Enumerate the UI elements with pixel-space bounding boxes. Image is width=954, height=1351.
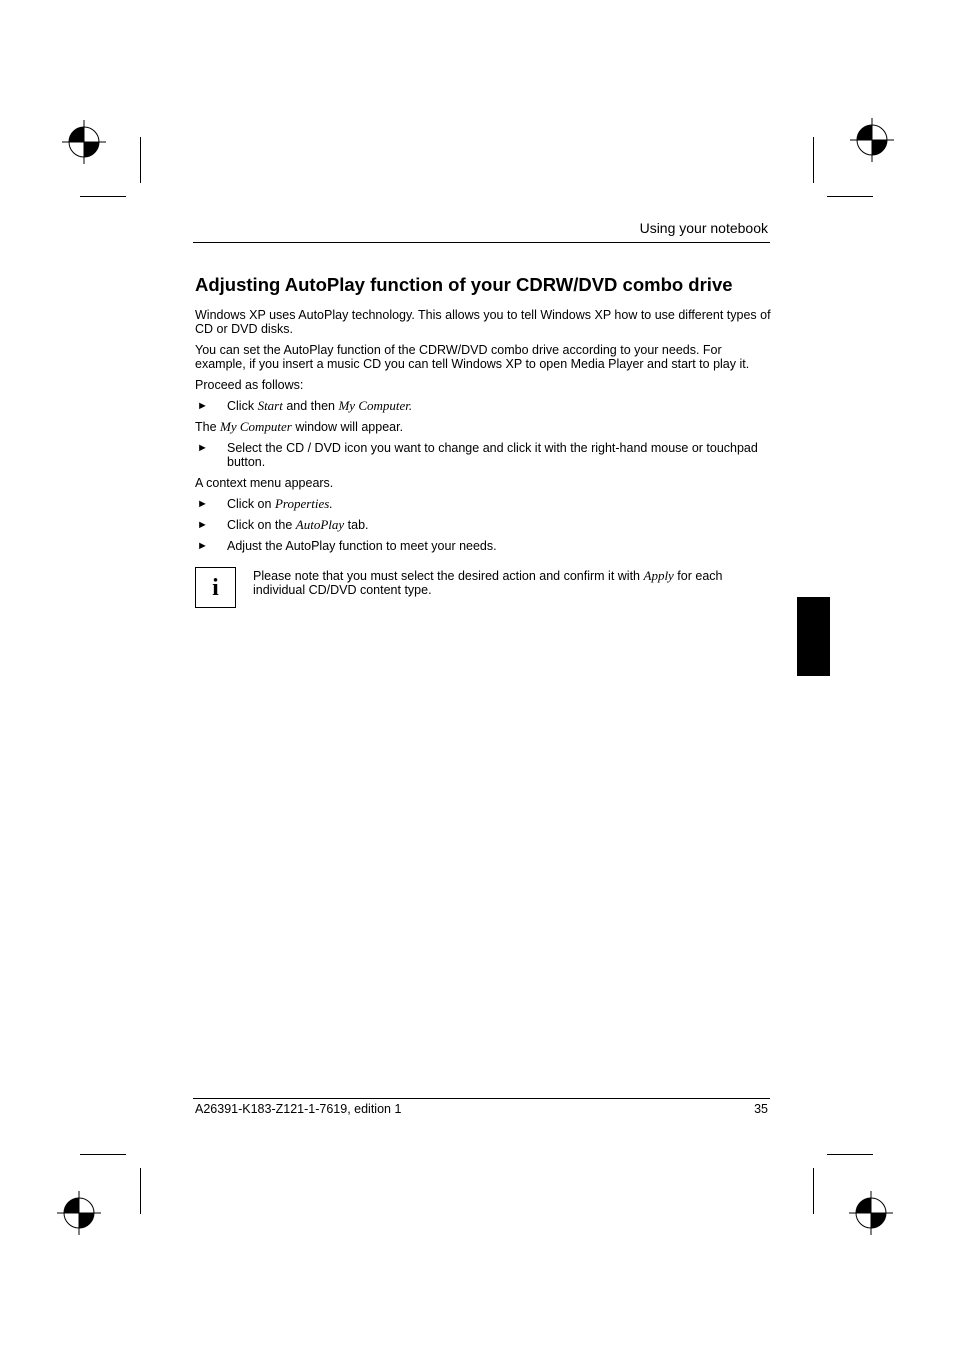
- note-text-part: for each individual CD/DVD content type.: [253, 569, 723, 597]
- note-text-part: Please note that you must select the desired action and confirm it with: [253, 569, 644, 583]
- registration-mark-bottom-right: [847, 1189, 895, 1237]
- crop-line: [140, 137, 141, 183]
- step-text: Adjust the AutoPlay function to meet your needs.: [227, 539, 497, 553]
- step-item: [195, 399, 771, 413]
- crop-line: [827, 196, 873, 197]
- registration-mark-bottom-left: [55, 1189, 103, 1237]
- info-icon: i: [195, 567, 236, 608]
- paragraph: You can set the AutoPlay function of the CDRW/DVD combo drive according to your needs. For example, if you insert a music CD you can tell Windows XP to open Media Player and start to play it.: [195, 343, 750, 371]
- bullet-arrow-icon: ►: [197, 400, 208, 412]
- step-text: .: [408, 398, 413, 413]
- crop-line: [827, 1154, 873, 1155]
- bullet-arrow-icon: ►: [197, 442, 208, 454]
- step-item: [195, 518, 771, 532]
- result-text: A context menu appears.: [195, 476, 334, 490]
- document-id: A26391-K183-Z121-1-7619, edition 1: [195, 1102, 402, 1116]
- crop-line: [80, 1154, 126, 1155]
- section-title: Adjusting AutoPlay function of your CDRW/DVD combo drive: [195, 274, 733, 295]
- bullet-arrow-icon: ►: [197, 498, 208, 510]
- step-text: Click: [227, 399, 258, 413]
- step-text: Click on: [227, 497, 275, 511]
- main-content: [195, 274, 771, 611]
- step-text: Click on the: [227, 518, 296, 532]
- ui-term: AutoPlay: [295, 517, 345, 532]
- paragraph: Proceed as follows:: [195, 378, 304, 392]
- ui-term: My Computer: [338, 398, 409, 413]
- step-item: [195, 497, 771, 511]
- step-text: Select the CD / DVD icon you want to change and click it with the right-hand mouse or touchpad button.: [227, 441, 758, 469]
- footer-rule: [193, 1098, 770, 1099]
- step-item: [195, 539, 771, 553]
- info-note: [195, 567, 771, 611]
- result-text-part: window will appear.: [291, 420, 404, 434]
- step-text: tab.: [344, 518, 369, 532]
- header-rule: [193, 242, 770, 243]
- crop-line: [80, 196, 126, 197]
- chapter-thumb-tab: [797, 597, 830, 676]
- ui-term: Start: [257, 398, 283, 413]
- note-text: [253, 567, 771, 597]
- crop-line: [140, 1168, 141, 1214]
- registration-mark-top-right: [848, 116, 896, 164]
- paragraph: Windows XP uses AutoPlay technology. This allows you to tell Windows XP how to use different types of CD or DVD disks.: [195, 308, 771, 336]
- step-item: [195, 441, 771, 469]
- registration-mark-top-left: [60, 118, 108, 166]
- bullet-arrow-icon: ►: [197, 540, 208, 552]
- crop-line: [813, 1168, 814, 1214]
- result-text: [195, 420, 771, 434]
- step-text: .: [329, 496, 333, 511]
- ui-term: Apply: [643, 568, 674, 583]
- ui-term: My Computer: [220, 419, 292, 434]
- running-head: Using your notebook: [639, 220, 768, 236]
- page-number: 35: [754, 1102, 768, 1116]
- crop-line: [813, 137, 814, 183]
- ui-term: Properties: [274, 496, 330, 511]
- bullet-arrow-icon: ►: [197, 519, 208, 531]
- step-text: and then: [282, 399, 339, 413]
- result-text-part: The: [195, 420, 221, 434]
